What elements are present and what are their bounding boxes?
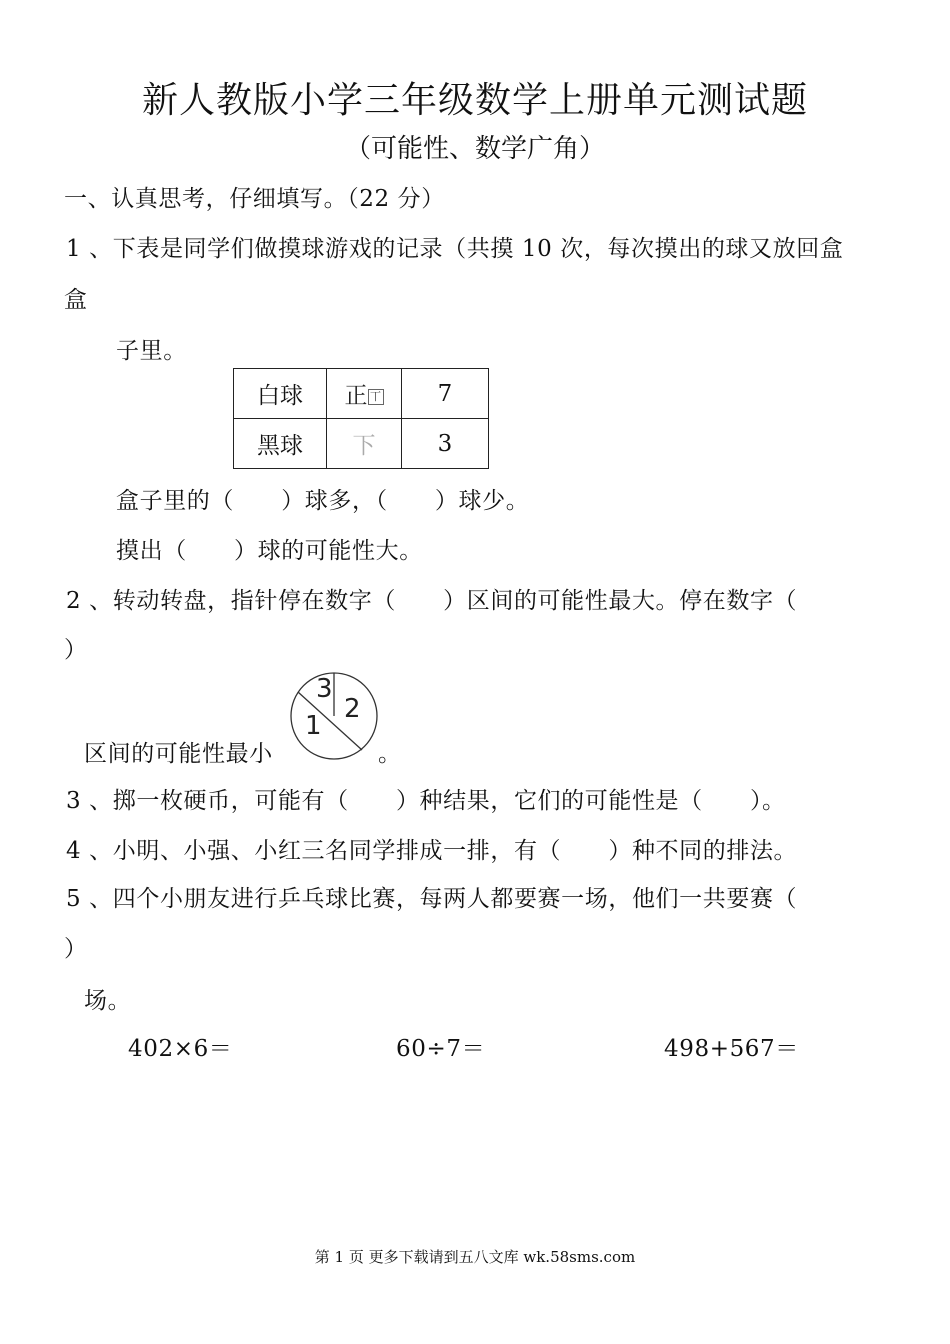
spinner-label-1: 1 [305, 711, 322, 741]
table-row [234, 369, 489, 419]
page-footer: 第 1 页 更多下载请到五八文库 wk.58sms.com [314, 1248, 636, 1266]
spinner-label-3: 3 [316, 674, 333, 704]
question-4-text: 4 、小明、小强、小红三名同学排成一排，有（ ）种不同的排法。 [66, 838, 798, 864]
question-1-text-cont: 子里。 [116, 338, 187, 364]
question-5-text-cont: 场。 [84, 988, 132, 1014]
question-3-text: 3 、掷一枚硬币，可能有（ ）种结果，它们的可能性是（ ）。 [66, 788, 786, 814]
tally-mark: 正 [344, 383, 368, 409]
table-cell-label: 黑球 [234, 419, 327, 469]
spinner-label-2: 2 [344, 694, 361, 724]
page-title: 新人教版小学三年级数学上册单元测试题 [141, 80, 808, 121]
ball-record-table [233, 368, 489, 469]
tally-mark: 下 [352, 433, 376, 459]
question-1-blank-2: 摸出（ ）球的可能性大。 [116, 538, 423, 564]
calc-item-3: 498+567＝ [664, 1036, 799, 1062]
question-2-period: 。 [378, 741, 402, 767]
table-cell-label: 白球 [234, 369, 327, 419]
question-1-blank-1: 盒子里的（ ）球多，（ ）球少。 [116, 488, 530, 514]
question-2-wrap: ） [64, 637, 88, 663]
question-2-text-cont: 区间的可能性最小 [84, 741, 273, 767]
tally-mark-box: 丅 [368, 389, 384, 405]
question-1-text: 1 、下表是同学们做摸球游戏的记录（共摸 10 次，每次摸出的球又放回盒 [66, 236, 844, 262]
table-cell-tally [327, 419, 402, 469]
table-row [234, 419, 489, 469]
table-cell-tally [327, 369, 402, 419]
question-1-wrap: 盒 [64, 287, 88, 313]
calc-item-1: 402×6＝ [128, 1036, 233, 1062]
spinner-diagram [288, 670, 380, 762]
page-subtitle: （可能性、数学广角） [344, 134, 605, 164]
calc-item-2: 60÷7＝ [396, 1036, 486, 1062]
section-heading: 一、认真思考，仔细填写。（22 分） [64, 186, 445, 212]
table-cell-count: 7 [402, 369, 489, 419]
question-5-wrap: ） [64, 936, 88, 962]
table-cell-count: 3 [402, 419, 489, 469]
question-2-text: 2 、转动转盘，指针停在数字（ ）区间的可能性最大。停在数字（ [66, 588, 798, 614]
question-5-text: 5 、四个小朋友进行乒乓球比赛，每两人都要赛一场，他们一共要赛（ [66, 886, 798, 912]
